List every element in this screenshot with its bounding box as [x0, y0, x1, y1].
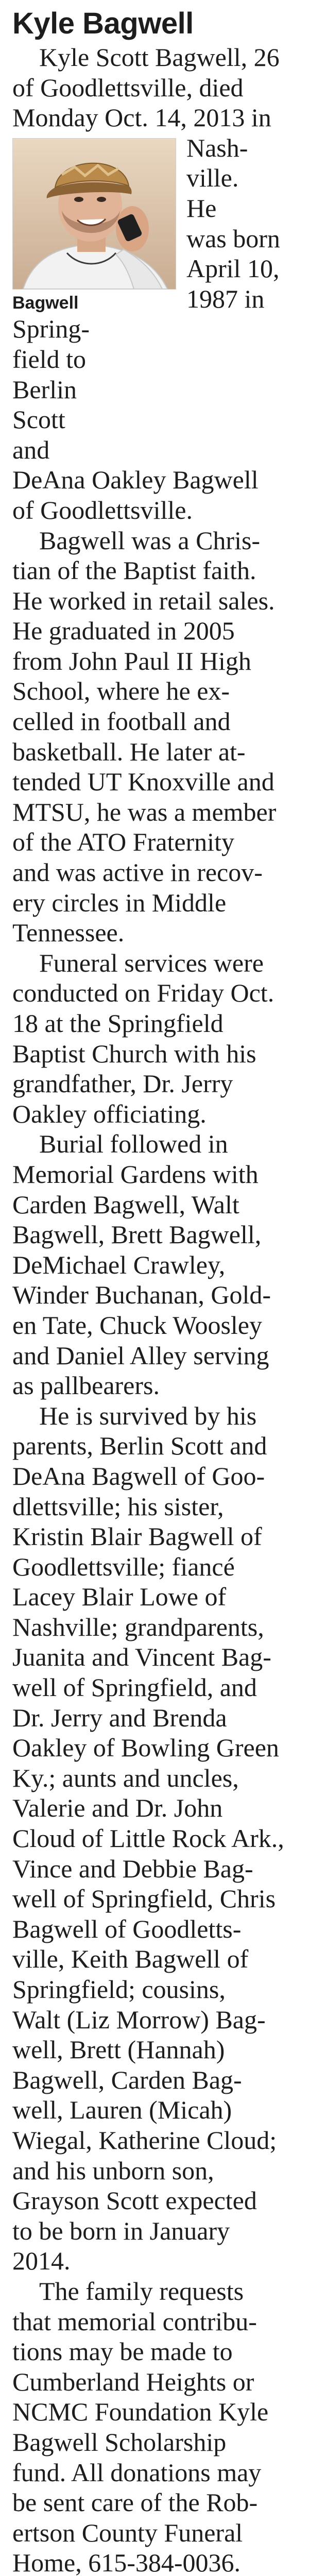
obituary-headline: Kyle Bagwell: [12, 7, 194, 40]
text-line: parents, Berlin Scott and: [12, 1431, 267, 1461]
text-line: Kristin Blair Bagwell of: [12, 1522, 262, 1551]
text-line: Funeral services were: [39, 948, 264, 977]
text-line: DeAna Oakley Bagwell: [12, 465, 259, 495]
text-line: Dr. Jerry and Brenda: [12, 1703, 227, 1732]
text-line: Valerie and Dr. John: [12, 1793, 223, 1823]
text-line: MTSU, he was a member: [12, 797, 277, 826]
text-line: Lacey Blair Lowe of: [12, 1582, 227, 1612]
text-line: ville, Keith Bagwell of: [12, 1944, 249, 1974]
text-line: Vince and Debbie Bag-: [12, 1854, 253, 1883]
text-line: 1987 in: [186, 284, 265, 313]
text-line: He is survived by his: [39, 1401, 257, 1430]
text-line: from John Paul II High: [12, 646, 251, 675]
paragraph-survivors: [12, 1401, 297, 2276]
text-line: Oakley officiating.: [12, 1099, 207, 1128]
paragraph-intro: [12, 42, 297, 73]
text-line: en Tate, Chuck Woosley: [12, 1310, 262, 1340]
text-line: Spring-: [12, 314, 90, 344]
text-line: as pallbearers.: [12, 1371, 160, 1400]
text-line: He worked in retail sales.: [12, 586, 275, 615]
text-line: Carden Bagwell, Walt: [12, 1190, 239, 1219]
text-line: Juanita and Vincent Bag-: [12, 1642, 271, 1672]
text-line: was born: [186, 224, 280, 253]
text-line: that memorial contribu-: [12, 2307, 257, 2336]
text-line: of Goodlettsville.: [12, 495, 193, 524]
text-line: conducted on Friday Oct.: [12, 978, 274, 1008]
text-line: of Goodlettsville, died: [12, 73, 244, 102]
text-line: Cloud of Little Rock Ark.,: [12, 1824, 284, 1853]
text-line: and: [12, 435, 50, 464]
text-line: Oakley of Bowling Green: [12, 1733, 279, 1762]
text-line: and Daniel Alley serving: [12, 1341, 269, 1370]
text-line: Bagwell, Brett Bagwell,: [12, 1220, 262, 1249]
portrait-photo: [12, 138, 176, 290]
text-line: Home, 615-384-0036.: [12, 2548, 241, 2576]
text-line: Tennessee.: [12, 918, 125, 947]
text-line: Kyle Scott Bagwell, 26: [39, 43, 280, 72]
text-line: Winder Buchanan, Gold-: [12, 1280, 271, 1310]
text-line: He graduated in 2005: [12, 616, 235, 646]
text-line: DeMichael Crawley,: [12, 1250, 226, 1279]
text-line: Burial followed in: [39, 1129, 228, 1159]
text-line: Memorial Gardens with: [12, 1159, 259, 1189]
portrait-illustration: [13, 139, 176, 289]
text-line: Bagwell was a Chris-: [39, 526, 261, 555]
text-line: well of Springfield, and: [12, 1673, 257, 1702]
text-line: Monday Oct. 14, 2013 in: [12, 103, 271, 132]
text-line: to be born in January: [12, 2216, 230, 2245]
text-line: Wiegal, Katherine Cloud;: [12, 2125, 277, 2155]
text-line: grandfather, Dr. Jerry: [12, 1069, 233, 1098]
text-line: Nash-: [186, 133, 248, 162]
text-line: April 10,: [186, 254, 280, 283]
text-line: DeAna Bagwell of Goo-: [12, 1461, 265, 1490]
text-line: ertson County Funeral: [12, 2518, 243, 2547]
text-line: Cumberland Heights or: [12, 2367, 254, 2396]
text-line: Bagwell of Goodletts-: [12, 1914, 242, 1943]
text-line: ery circles in Middle: [12, 888, 227, 917]
text-line: and was active in recov-: [12, 858, 263, 887]
text-line: basketball. He later at-: [12, 737, 246, 766]
text-line: of the ATO Fraternity: [12, 827, 234, 857]
text-line: Berlin: [12, 375, 77, 404]
text-line: well, Brett (Hannah): [12, 2035, 225, 2064]
paragraph-burial: [12, 1129, 297, 1400]
text-line: fund. All donations may: [12, 2458, 262, 2487]
text-line: Walt (Liz Morrow) Bag-: [12, 2005, 266, 2034]
obituary-body: [12, 42, 297, 2576]
text-line: celled in football and: [12, 707, 231, 736]
photo-caption: Bagwell: [12, 293, 79, 313]
text-line: Ky.; aunts and uncles,: [12, 1763, 239, 1792]
text-line: field to: [12, 344, 87, 374]
text-line: 2014.: [12, 2246, 71, 2276]
text-line: NCMC Foundation Kyle: [12, 2397, 269, 2427]
text-line: well of Springfield, Chris: [12, 1884, 276, 1913]
text-line: Bagwell, Carden Bag-: [12, 2065, 242, 2094]
paragraph-memorials: [12, 2276, 297, 2576]
text-line: be sent care of the Rob-: [12, 2488, 258, 2517]
paragraph-funeral: [12, 948, 297, 1129]
text-line: Nashville; grandparents,: [12, 1612, 264, 1641]
text-line: tions may be made to: [12, 2337, 233, 2366]
text-line: School, where he ex-: [12, 676, 230, 706]
text-line: dlettsville; his sister,: [12, 1492, 224, 1521]
text-line: tended UT Knoxville and: [12, 767, 274, 796]
text-line: tian of the Baptist faith.: [12, 556, 256, 585]
text-line: and his unborn son,: [12, 2156, 214, 2185]
text-line: well, Lauren (Micah): [12, 2095, 232, 2125]
text-line: ville.: [186, 163, 239, 193]
text-line: Scott: [12, 405, 65, 434]
text-line: 18 at the Springfield: [12, 1009, 224, 1038]
text-line: Baptist Church with his: [12, 1039, 256, 1068]
text-line: Grayson Scott expected: [12, 2186, 257, 2215]
text-line: Springfield; cousins,: [12, 1975, 226, 2004]
text-line: The family requests: [39, 2276, 244, 2306]
portrait-block: [12, 138, 176, 313]
text-line: Goodlettsville; fiancé: [12, 1552, 235, 1581]
text-line: He: [186, 193, 217, 223]
text-line: Bagwell Scholarship: [12, 2427, 227, 2456]
paragraph-biography: [12, 526, 297, 948]
